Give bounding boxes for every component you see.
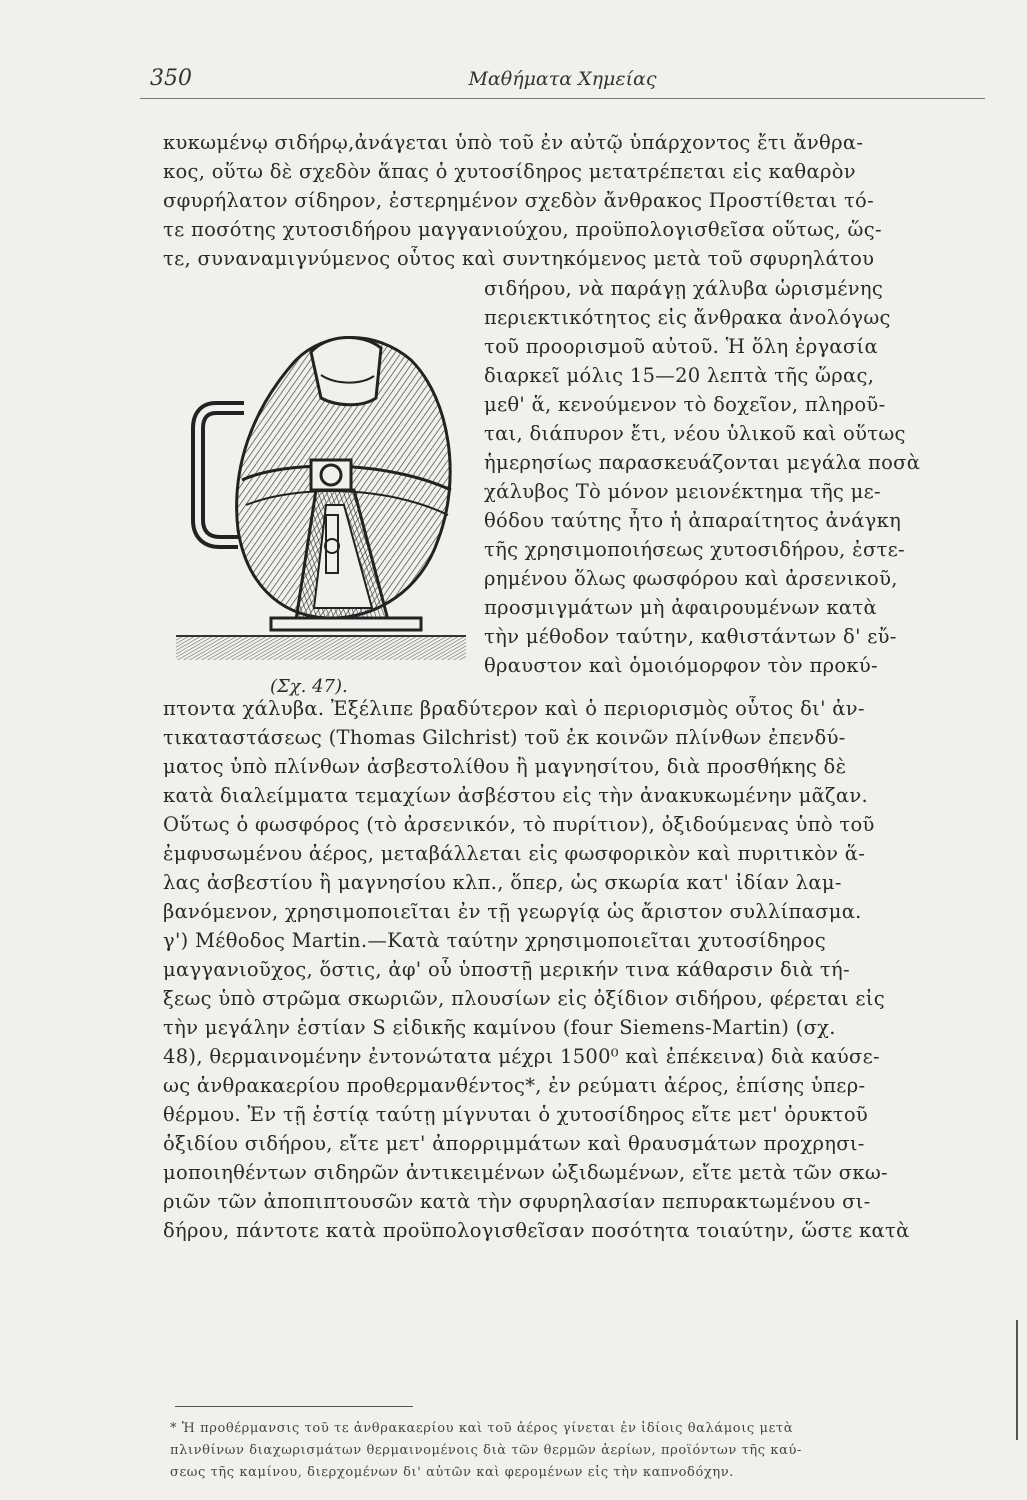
body-line: πτοντα χάλυβα. Ἐξέλιπε βραδύτερον καὶ ὁ περιορισμὸς οὗτος δι' ἀν- xyxy=(163,697,865,720)
body-line: μαγγανιοῦχος, ὅστις, ἀφ' οὗ ὑποστῇ μερικήν τινα κάθαρσιν διὰ τή- xyxy=(163,958,850,981)
body-line: 48), θερμαινομένην ἐντονώτατα μέχρι 1500⁰ καὶ ἐπέκεινα) διὰ καύσε- xyxy=(163,1045,880,1068)
wrap-line: θραυστον καὶ ὁμοιόμορφον τὸν προκύ- xyxy=(484,654,878,677)
wrap-line: ρημένου ὅλως φωσφόρου καὶ ἀρσενικοῦ, xyxy=(484,567,898,590)
wrap-line: προσμιγμάτων μὴ ἀφαιρουμένων κατὰ xyxy=(484,596,877,619)
body-line: κος, οὕτω δὲ σχεδὸν ἅπας ὁ χυτοσίδηρος μετατρέπεται εἰς καθαρὸν xyxy=(163,160,856,183)
wrap-line: τοῦ προορισμοῦ αὐτοῦ. Ἡ ὅλη ἐργασία xyxy=(484,335,878,358)
wrap-line: χάλυβος Τὸ μόνον μειονέκτημα τῆς με- xyxy=(484,480,881,503)
body-line: θέρμου. Ἐν τῇ ἑστίᾳ ταύτῃ μίγνυται ὁ χυτοσίδηρος εἴτε μετ' ὀρυκτοῦ xyxy=(163,1103,869,1126)
body-line: τικαταστάσεως (Thomas Gilchrist) τοῦ ἐκ κοινῶν πλίνθων ἐπενδύ- xyxy=(163,726,846,749)
wrap-line: τὴν μέθοδον ταύτην, καθιστάντων δ' εὔ- xyxy=(484,625,897,648)
body-line: ἐμφυσωμένου ἀέρος, μεταβάλλεται εἰς φωσφορικὸν καὶ πυριτικὸν ἅ- xyxy=(163,842,866,865)
body-line: δήρου, πάντοτε κατὰ προϋπολογισθεῖσαν ποσότητα τοιαύτην, ὥστε κατὰ xyxy=(163,1219,910,1242)
body-line: τε, συναναμιγνύμενος οὗτος καὶ συντηκόμενος μετὰ τοῦ σφυρηλάτου xyxy=(163,247,875,270)
body-line: γ') Μέθοδος Martin.—Κατὰ ταύτην χρησιμοποιεῖται χυτοσίδηρος xyxy=(163,929,826,952)
body-line: σφυρήλατον σίδηρον, ἐστερημένον σχεδὸν ἄνθρακος Προστίθεται τό- xyxy=(163,189,874,212)
converter-illustration xyxy=(176,290,466,685)
figure-caption: (Σχ. 47). xyxy=(270,676,348,697)
body-line: κατὰ διαλείμματα τεμαχίων ἀσβέστου εἰς τὴν ἀνακυκωμένην μᾶζαν. xyxy=(163,784,869,807)
body-line: μοποιηθέντων σιδηρῶν ἀντικειμένων ὠξιδωμένων, εἴτε μετὰ τῶν σκω- xyxy=(163,1161,888,1184)
running-title: Μαθήματα Χημείας xyxy=(468,68,657,90)
body-line: ὀξιδίου σιδήρου, εἴτε μετ' ἀπορριμμάτων καὶ θραυσμάτων προχρησι- xyxy=(163,1132,865,1155)
body-line: βανόμενον, χρησιμοποιεῖται ἐν τῇ γεωργίᾳ ὡς ἄριστον συλλίπασμα. xyxy=(163,900,862,923)
footnote-line: σεως τῆς καμίνου, διερχομένων δι' αὐτῶν καὶ φερομένων εἰς τὴν καπνοδόχην. xyxy=(170,1465,734,1480)
footnote-rule xyxy=(175,1406,413,1407)
wrap-line: θόδου ταύτης ἦτο ἡ ἀπαραίτητος ἀνάγκη xyxy=(484,509,902,532)
page-edge-mark xyxy=(1016,1320,1018,1440)
footnote-line: * Ἡ προθέρμανσις τοῦ τε ἀνθρακαερίου καὶ τοῦ ἀέρος γίνεται ἐν ἰδίοις θαλάμοις μετὰ xyxy=(170,1421,794,1436)
wrap-line: ἡμερησίως παρασκευάζονται μεγάλα ποσὰ xyxy=(484,451,921,474)
page-header xyxy=(140,62,985,99)
body-line: ματος ὑπὸ πλίνθων ἀσβεστολίθου ἢ μαγνησίτου, διὰ προσθήκης δὲ xyxy=(163,755,847,778)
wrap-line: περιεκτικότητος εἰς ἄνθρακα ἀνολόγως xyxy=(484,306,891,329)
page-number: 350 xyxy=(150,66,192,91)
wrap-line: ται, διάπυρον ἔτι, νέου ὑλικοῦ καὶ οὕτως xyxy=(484,422,906,445)
wrap-line: διαρκεῖ μόλις 15—20 λεπτὰ τῆς ὥρας, xyxy=(484,364,875,387)
body-line: τὴν μεγάλην ἑστίαν S εἰδικῆς καμίνου (four Siemens-Martin) (σχ. xyxy=(163,1016,836,1039)
body-line: κυκωμένῳ σιδήρῳ,ἀνάγεται ὑπὸ τοῦ ἐν αὐτῷ ὑπάρχοντος ἔτι ἄνθρα- xyxy=(163,131,864,154)
footnote-line: πλινθίνων διαχωρισμάτων θερμαινομένοις διὰ τῶν θερμῶν ἀερίων, προϊόντων τῆς καύ- xyxy=(170,1443,803,1458)
body-line: ξεως ὑπὸ στρῶμα σκωριῶν, πλουσίων εἰς ὀξίδιον σιδήρου, φέρεται εἰς xyxy=(163,987,885,1010)
body-line: λας ἀσβεστίου ἢ μαγνησίου κλπ., ὅπερ, ὡς σκωρία κατ' ἰδίαν λαμ- xyxy=(163,871,842,894)
body-line: ως ἀνθρακαερίου προθερμανθέντος*, ἐν ρεύματι ἀέρος, ἐπίσης ὑπερ- xyxy=(163,1074,866,1097)
body-line: Οὕτως ὁ φωσφόρος (τὸ ἀρσενικόν, τὸ πυρίτιον), ὀξιδούμενας ὑπὸ τοῦ xyxy=(163,813,875,836)
body-line: ριῶν τῶν ἀποπιπτουσῶν κατὰ τὴν σφυρηλασίαν πεπυρακτωμένου σι- xyxy=(163,1190,871,1213)
wrap-line: τῆς χρησιμοποιήσεως χυτοσιδήρου, ἐστε- xyxy=(484,538,905,561)
wrap-line: μεθ' ἅ, κενούμενον τὸ δοχεῖον, πληροῦ- xyxy=(484,393,886,416)
wrap-line: σιδήρου, νὰ παράγῃ χάλυβα ὡρισμένης xyxy=(484,277,884,300)
body-line: τε ποσότης χυτοσιδήρου μαγγανιούχου, προϋπολογισθεῖσα οὕτως, ὥς- xyxy=(163,218,882,241)
converter-engraving xyxy=(176,290,466,685)
